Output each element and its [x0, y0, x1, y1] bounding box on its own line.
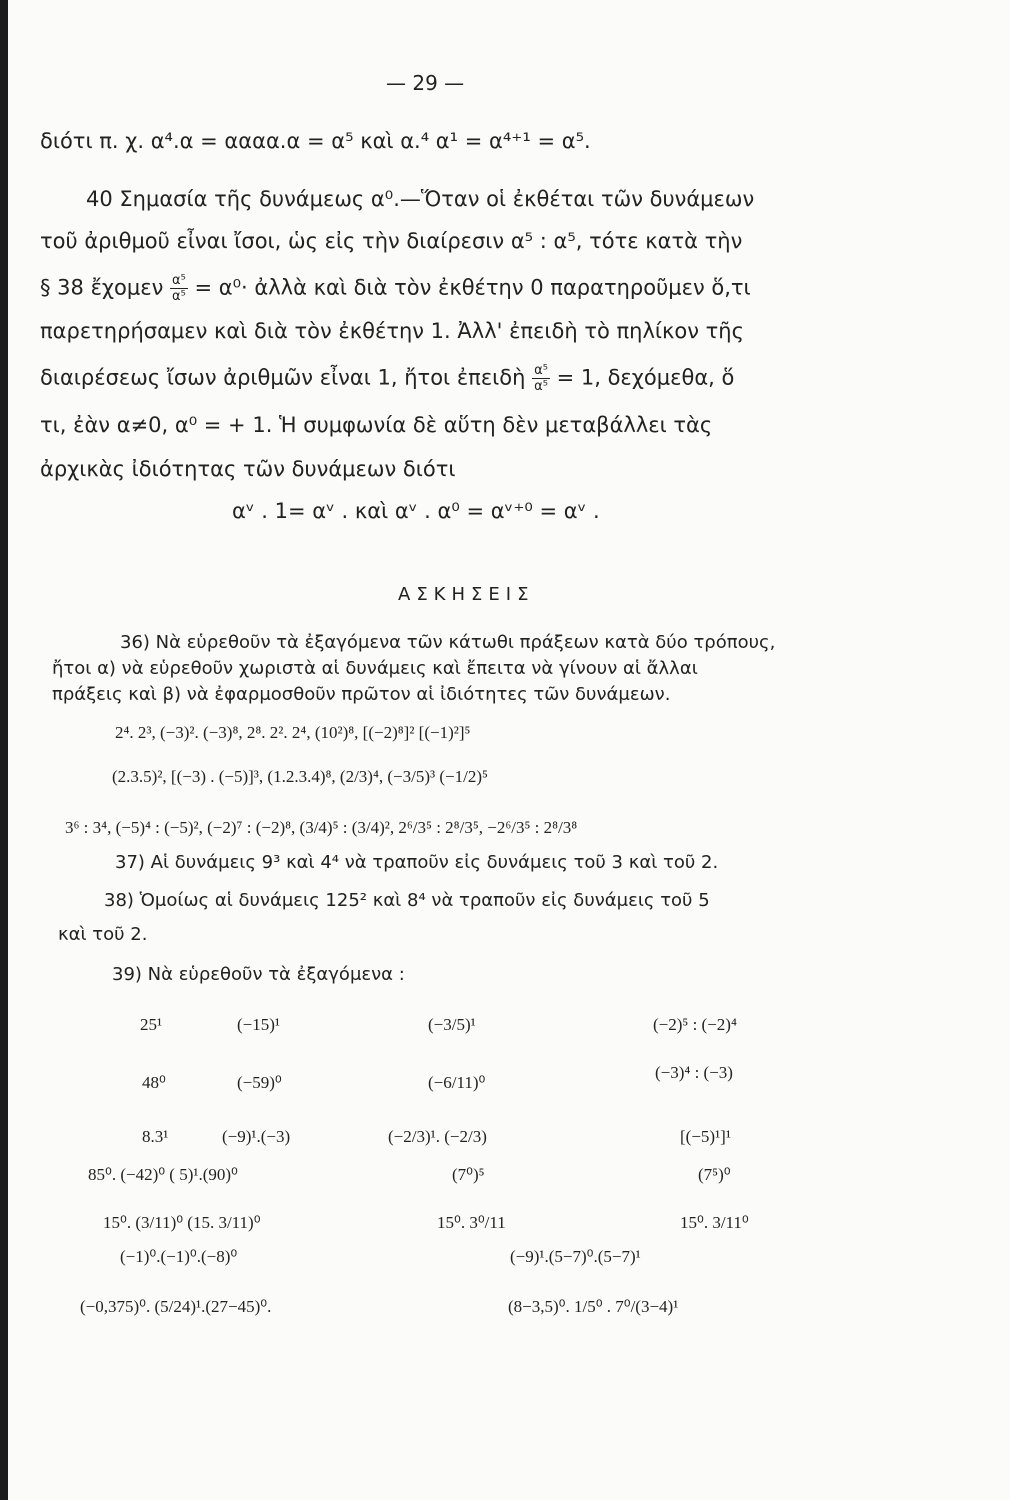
- text-fragment: § 38 ἔχομεν: [40, 275, 164, 300]
- text-fragment: = α⁰· ἀλλὰ καὶ διὰ τὸν ἐκθέτην 0 παρατηροῦμεν ὅ,τι: [194, 275, 751, 300]
- section-title-line: 40 Σημασία τῆς δυνάμεως α⁰.—Ὅταν οἱ ἐκθέται τῶν δυνάμεων: [86, 187, 755, 211]
- fraction-numerator: α⁵: [534, 363, 548, 378]
- exercise-text: 37) Αἱ δυνάμεις 9³ καὶ 4⁴ νὰ τραποῦν εἰς δυνάμεις τοῦ 3 καὶ τοῦ 2.: [115, 852, 719, 873]
- grid-cell: (−6/11)⁰: [428, 1073, 486, 1092]
- grid-cell: 15⁰. 3/11⁰: [680, 1213, 749, 1232]
- grid-cell: (−9)¹.(−3): [222, 1127, 291, 1146]
- exercise-text: πράξεις καὶ β) νὰ ἐφαρμοσθοῦν πρῶτον αἱ ἰδιότητες τῶν δυνάμεων.: [52, 684, 671, 705]
- math-expression-row: (2.3.5)², [(−3) . (−5)]³, (1.2.3.4)⁸, (2/3)⁴, (−3/5)³ (−1/2)⁵: [112, 767, 488, 786]
- grid-cell: (−2)⁵ : (−2)⁴: [653, 1015, 737, 1034]
- math-expression-row: 2⁴. 2³, (−3)². (−3)⁸, 2⁸. 2². 2⁴, (10²)⁸, [(−2)⁸]² [(−1)²]⁵: [115, 723, 471, 742]
- grid-cell: 15⁰. 3⁰/11: [437, 1213, 506, 1232]
- grid-cell: (8−3,5)⁰. 1/5⁰ . 7⁰/(3−4)¹: [508, 1297, 679, 1316]
- grid-cell: (−15)¹: [237, 1015, 281, 1034]
- grid-cell: (−1)⁰.(−1)⁰.(−8)⁰: [120, 1247, 238, 1266]
- math-expression-row: 3⁶ : 3⁴, (−5)⁴ : (−5)², (−2)⁷ : (−2)⁸, (3/4)⁵ : (3/4)², 2⁶/3⁵ : 2⁸/3⁵, −2⁶/3⁵ : 2⁸/3⁸: [65, 818, 578, 837]
- grid-cell: (−3)⁴ : (−3): [655, 1063, 733, 1082]
- page-number: — 29 —: [386, 71, 465, 95]
- exercise-text: 39) Νὰ εὑρεθοῦν τὰ ἐξαγόμενα :: [112, 964, 405, 985]
- exercise-text: καὶ τοῦ 2.: [58, 924, 148, 945]
- fraction-numerator: α⁵: [172, 273, 186, 288]
- text-line: αᵛ . 1= αᵛ . καὶ αᵛ . α⁰ = αᵛ⁺⁰ = αᵛ .: [232, 499, 600, 523]
- grid-cell: 8.3¹: [142, 1127, 169, 1146]
- grid-cell: 15⁰. (3/11)⁰ (15. 3/11)⁰: [103, 1213, 261, 1232]
- grid-cell: (7⁵)⁰: [698, 1165, 731, 1184]
- exercise-text: 36) Νὰ εὑρεθοῦν τὰ ἐξαγόμενα τῶν κάτωθι πράξεων κατὰ δύο τρόπους,: [120, 632, 776, 653]
- grid-cell: (−3/5)¹: [428, 1015, 476, 1034]
- fraction: [170, 274, 188, 303]
- grid-cell: 85⁰. (−42)⁰ ( 5)¹.(90)⁰: [88, 1165, 238, 1184]
- scan-edge: [0, 0, 8, 1500]
- grid-cell: [(−5)¹]¹: [680, 1127, 731, 1146]
- text-line: [40, 364, 734, 393]
- grid-cell: (−2/3)¹. (−2/3): [388, 1127, 487, 1146]
- text-line: παρετηρήσαμεν καὶ διὰ τὸν ἐκθέτην 1. Ἀλλ' ἐπειδὴ τὸ πηλίκον τῆς: [40, 319, 744, 343]
- grid-cell: 48⁰: [142, 1073, 166, 1092]
- text-line: τοῦ ἀριθμοῦ εἶναι ἴσοι, ὡς εἰς τὴν διαίρεσιν α⁵ : α⁵, τότε κατὰ τὴν: [40, 229, 743, 253]
- fraction: [532, 364, 550, 393]
- grid-cell: 25¹: [140, 1015, 163, 1034]
- fraction-denominator: α⁵: [534, 379, 548, 394]
- text-line: [40, 274, 751, 303]
- text-fragment: διαιρέσεως ἴσων ἀριθμῶν εἶναι 1, ἤτοι ἐπειδὴ: [40, 365, 526, 390]
- text-line: διότι π. χ. α⁴.α = αααα.α = α⁵ καὶ α.⁴ α¹ = α⁴⁺¹ = α⁵.: [40, 129, 591, 153]
- text-line: τι, ἐὰν α≠0, α⁰ = + 1. Ἡ συμφωνία δὲ αὕτη δὲν μεταβάλλει τὰς: [40, 413, 713, 437]
- fraction-denominator: α⁵: [172, 289, 186, 304]
- grid-cell: (7⁰)⁵: [452, 1165, 485, 1184]
- section-heading: ΑΣΚΗΣΕΙΣ: [398, 584, 535, 605]
- grid-cell: (−9)¹.(5−7)⁰.(5−7)¹: [510, 1247, 641, 1266]
- text-line: ἀρχικὰς ἰδιότητας τῶν δυνάμεων διότι: [40, 457, 456, 481]
- grid-cell: (−0,375)⁰. (5/24)¹.(27−45)⁰.: [80, 1297, 272, 1316]
- exercise-text: 38) Ὁμοίως αἱ δυνάμεις 125² καὶ 8⁴ νὰ τραποῦν εἰς δυνάμεις τοῦ 5: [104, 890, 710, 911]
- exercise-text: ἤτοι α) νὰ εὑρεθοῦν χωριστὰ αἱ δυνάμεις καὶ ἔπειτα νὰ γίνουν αἱ ἄλλαι: [52, 658, 698, 679]
- grid-cell: (−59)⁰: [237, 1073, 282, 1092]
- text-fragment: = 1, δεχόμεθα, ὅ: [556, 365, 735, 390]
